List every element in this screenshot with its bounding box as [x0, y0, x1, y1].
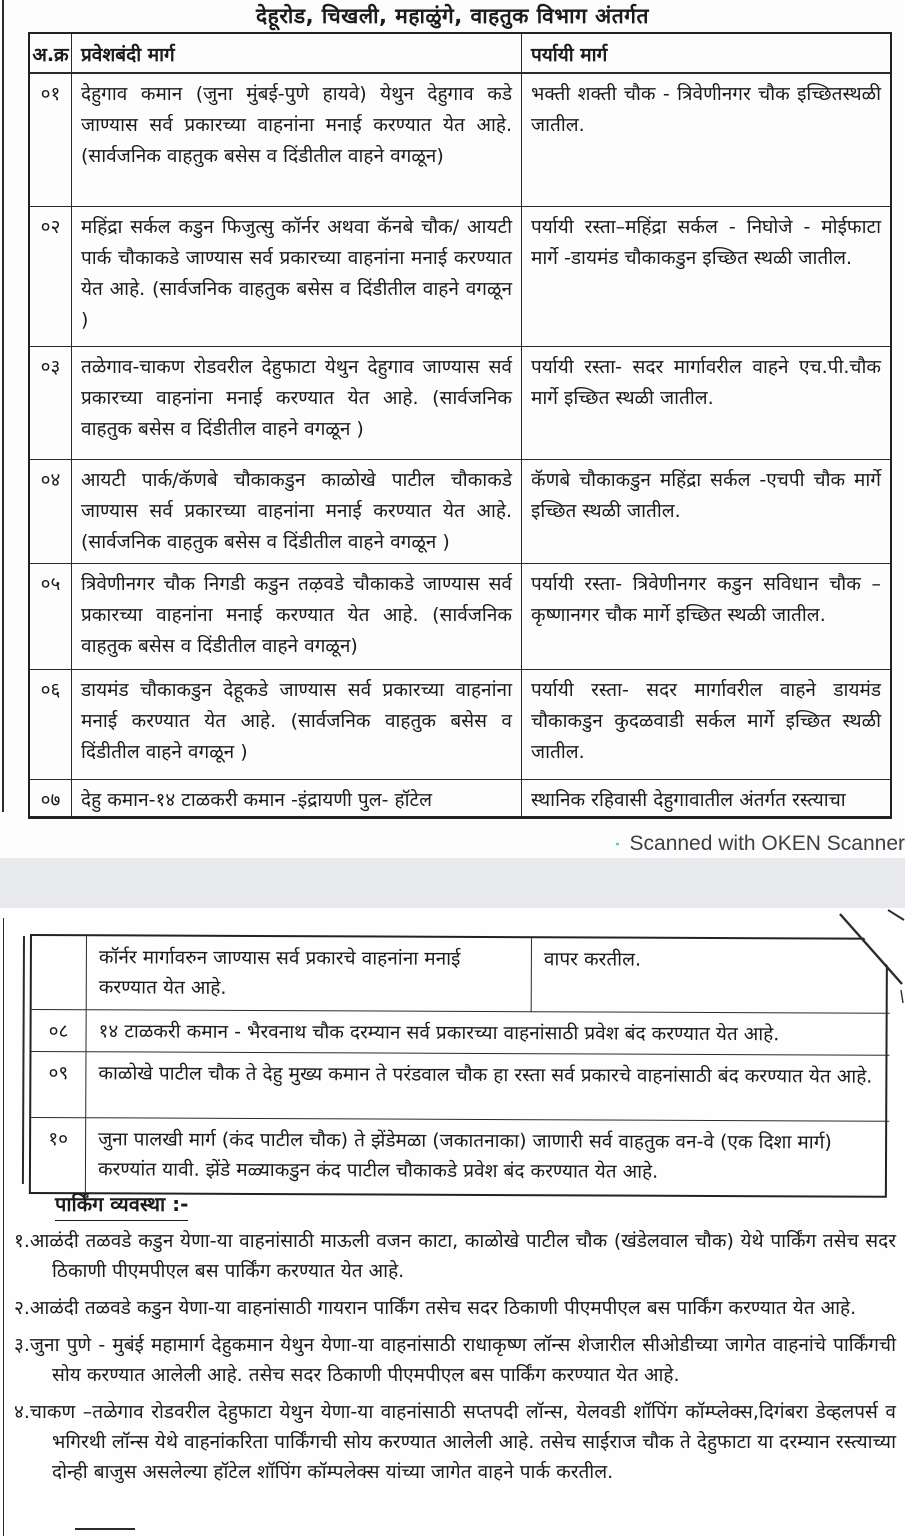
table-double-border-line — [22, 936, 25, 1184]
row-serial: ०७ — [30, 780, 72, 816]
page1-left-edge-line — [2, 0, 4, 812]
oken-scanner-label: Scanned with OKEN Scanner — [629, 832, 905, 855]
row-banned-route: तळेगाव-चाकण रोडवरील देहुफाटा येथुन देहुगाव जाण्यास सर्व प्रकारच्या वाहनांना मनाई करण्यात येत आहे. (सार्वजनिक वाहतुक बसेस व दिंडीतील वाहने वगळून ) — [72, 347, 522, 460]
row-banned-route: देहु कमान-१४ टाळकरी कमान -इंद्रायणी पुल- हॉटेल — [72, 780, 522, 816]
document-title — [0, 2, 905, 34]
bottom-cutoff-underline — [75, 1528, 135, 1530]
row-alternate-route: पर्यायी रस्ता- सदर मार्गावरील वाहने एच.पी.चौक मार्गे इच्छित स्थळी जातील. — [522, 347, 890, 460]
restriction-table — [28, 32, 892, 819]
parking-point-1: १.आळंदी तळवडे कडुन येणा-या वाहनांसाठी माऊली वजन काटा, काळोखे पाटील चौक (खंडेलवाल चौक) येथे पार्किंग तसेच सदर ठिकाणी पीएमपीएल बस पार्किंग करण्यात येत आहे. — [14, 1230, 896, 1282]
row-serial: ०८ — [31, 1010, 86, 1052]
col-header-alternate-route: पर्यायी मार्ग — [522, 34, 890, 74]
row-serial: ०२ — [30, 207, 72, 347]
row-serial: ०५ — [30, 564, 72, 670]
page-fold-crease — [828, 908, 905, 1003]
row-alternate-route: स्थानिक रहिवासी देहुगावातील अंतर्गत रस्त्याचा — [531, 789, 846, 811]
restriction-table-continued — [29, 934, 888, 1198]
parking-heading-text: पार्किंग व्यवस्था :- — [55, 1190, 188, 1221]
row-banned-route: आयटी पार्क/कॅणबे चौकाकडुन काळोखे पाटील चौकाकडे जाण्यास सर्व प्रकारच्या वाहनांना मनाई करण्यात येत आहे. (सार्वजनिक वाहतुक बसेस व दिंडीतील वाहने वगळून ) — [72, 460, 522, 564]
row-full-text: काळोखे पाटील चौक ते देहु मुख्य कमान ते परंडवाल चौक हा रस्ता सर्व प्रकारचे वाहनांसाठी बंद करण्यात येत आहे. — [86, 1052, 889, 1122]
row-serial: ०४ — [30, 460, 72, 564]
row-serial-empty — [32, 936, 87, 1010]
page2-left-edge-line — [3, 918, 4, 1536]
row-serial: ०१ — [30, 74, 72, 207]
scan-page-2 — [0, 908, 905, 1536]
col-header-banned-route: प्रवेशबंदी मार्ग — [72, 34, 522, 74]
row-banned-route: देहुगाव कमान (जुना मुंबई-पुणे हायवे) येथुन देहुगाव कडे जाण्यास सर्व प्रकारच्या वाहनांना मनाई करण्यात येत आहे.(सार्वजनिक वाहतुक बसेस व दिंडीतील वाहने वगळून) — [72, 74, 522, 207]
row7-banned-route-continued: कॉर्नर मार्गावरुन जाण्यास सर्व प्रकारचे वाहनांना मनाई करण्यात येत आहे. — [87, 936, 532, 1012]
row-alternate-route: पर्यायी रस्ता- त्रिवेणीनगर कडुन सविधान चौक – कृष्णानगर चौक मार्गे इच्छित स्थळी जातील. — [522, 564, 890, 670]
restriction-table-continued-wrap — [29, 934, 888, 1198]
row-full-text: जुना पालखी मार्ग (कंद पाटील चौक) ते झेंडेमळा (जकातनाका) जाणारी सर्व वाहतुक वन-वे (एक दिशा मार्ग) करण्यांत यावी. झेंडे मळ्याकडुन कंद पाटील चौकाकडे प्रवेश बंद करण्यात येत आहे. — [97, 1128, 832, 1183]
row-serial: १० — [31, 1118, 86, 1192]
page-gap — [0, 858, 905, 908]
parking-section-heading — [55, 1190, 188, 1221]
row-banned-route: त्रिवेणीनगर चौक निगडी कडुन तऴवडे चौकाकडे जाण्यास सर्व प्रकारच्या वाहनांना मनाई करण्यात येत आहे. (सार्वजनिक वाहतुक बसेस व दिंडीतील वाहने वगळून) — [72, 564, 522, 670]
col-header-serial: अ.क्र — [30, 34, 72, 74]
document-title-text: देहूरोड, चिखली, महाळुंगे, वाहतुक विभाग अंतर्गत — [250, 2, 655, 34]
row7-alternate-route-continued: वापर करतील. — [532, 938, 890, 1014]
row-banned-route: महिंद्रा सर्कल कडुन फिजुत्सु कॉर्नर अथवा कॅनबे चौक/ आयटी पार्क चौकाकडे जाण्यास सर्व प्रकारच्या वाहनांना मनाई करण्यात येत आहे. (सार्वजनिक वाहतुक बसेस व दिंडीतील वाहने वगळून ) — [72, 207, 522, 347]
parking-point-2: २.आळंदी तळवडे कडुन येणा-या वाहनांसाठी गायरान पार्किंग तसेच सदर ठिकाणी पीएमपीएल बस पार्किंग करण्यात येत आहे. — [14, 1297, 857, 1319]
row-alternate-route: पर्यायी रस्ता–महिंद्रा सर्कल - निघोजे - मोईफाटा मार्गे -डायमंड चौकाकडुन इच्छित स्थळी जातील. — [522, 207, 890, 347]
row-serial: ०९ — [31, 1052, 86, 1118]
row-serial: ०६ — [30, 670, 72, 780]
oken-logo-icon — [616, 826, 620, 862]
row-serial: ०३ — [30, 347, 72, 460]
row-full-text: १४ टाळकरी कमान - भैरवनाथ चौक दरम्यान सर्व प्रकारच्या वाहनांसाठी प्रवेश बंद करण्यात येत आहे. — [86, 1010, 889, 1056]
row-alternate-route: पर्यायी रस्ता- सदर मार्गावरील वाहने डायमंड चौकाकडुन कुदळवाडी सर्कल मार्गे इच्छित स्थळी जातील. — [522, 670, 890, 780]
row-alternate-route: कॅणबे चौकाकडुन महिंद्रा सर्कल -एचपी चौक मार्गे इच्छित स्थळी जातील. — [522, 460, 890, 564]
parking-point-4: ४.चाकण –तळेगाव रोडवरील देहुफाटा येथुन येणा-या वाहनांसाठी सप्तपदी लॉन्स, येलवडी शॉपिंग कॉम्प्लेक्स,दिगंबरा डेव्हलपर्स व भगिरथी लॉन्स येथे वाहनांकरिता पार्किंगची सोय करण्यात आलेली आहे. तसेच साईराज चौक ते देहुफाटा या दरम्यान रस्त्याच्या दोन्ही बाजुस असलेल्या हॉटेल शॉपिंग कॉम्पलेक्स यांच्या जागेत वाहने पार्क करतील. — [14, 1401, 896, 1483]
row-banned-route: डायमंड चौकाकडुन देहूकडे जाण्यास सर्व प्रकारच्या वाहनांना मनाई करण्यात येत आहे. (सार्वजनिक वाहतुक बसेस व दिंडीतील वाहने वगळून ) — [72, 670, 522, 780]
parking-point-3: ३.जुना पुणे - मुबंई महामार्ग देहुकमान येथुन येणा-या वाहनांसाठी राधाकृष्ण लॉन्स शेजारील सीओडीच्या जागेत वाहनांचे पार्किंगची सोय करण्यात आलेली आहे. तसेच सदर ठिकाणी पीएमपीएल बस पार्किंग करण्यात येत आहे. — [14, 1334, 896, 1386]
row-alternate-route: भक्ती शक्ती चौक - त्रिवेणीनगर चौक इच्छितस्थळी जातील. — [522, 74, 890, 207]
parking-points — [14, 1226, 896, 1494]
